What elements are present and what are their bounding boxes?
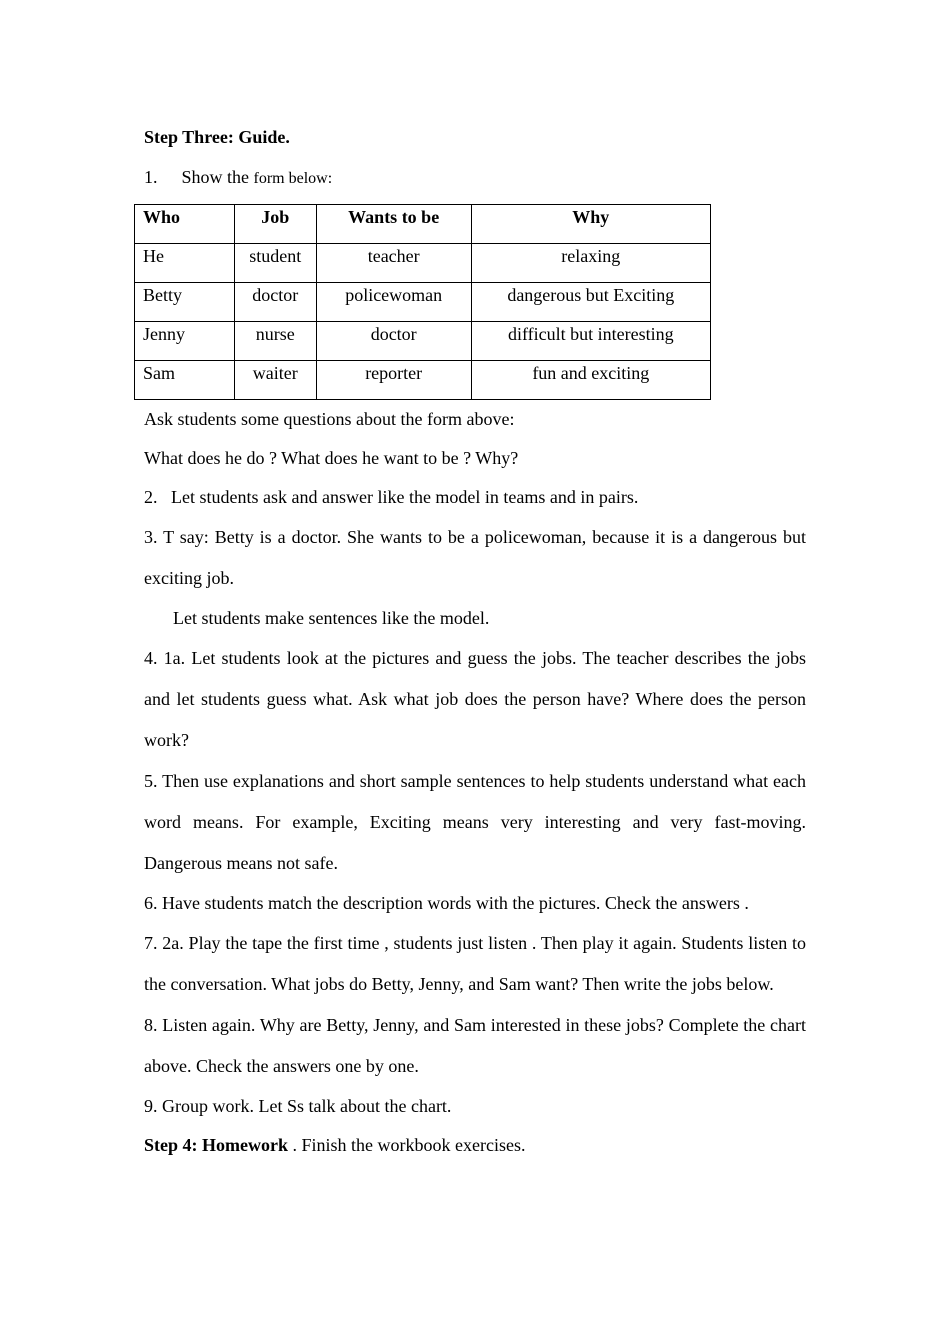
cell-wants-to-be: doctor bbox=[316, 322, 471, 361]
cell-who: Sam bbox=[135, 361, 235, 400]
cell-job: nurse bbox=[234, 322, 316, 361]
step-four-text: . Finish the workbook exercises. bbox=[287, 1135, 526, 1155]
item-1-number: 1. bbox=[144, 167, 158, 187]
cell-wants-to-be: policewoman bbox=[316, 283, 471, 322]
cell-wants-to-be: reporter bbox=[316, 361, 471, 400]
cell-job: doctor bbox=[234, 283, 316, 322]
step-four-line bbox=[144, 1126, 806, 1165]
cell-who: He bbox=[135, 244, 235, 283]
item-6: 6. Have students match the description words with the pictures. Check the answers . bbox=[144, 893, 749, 913]
item-8: 8. Listen again. Why are Betty, Jenny, and Sam interested in these jobs? Complete the chart above. Check the answers one by one. bbox=[144, 1015, 806, 1076]
jobs-table bbox=[134, 204, 711, 400]
header-who: Who bbox=[135, 205, 235, 244]
item-2: 2. Let students ask and answer like the model in teams and in pairs. bbox=[144, 487, 639, 507]
item-3: 3. T say: Betty is a doctor. She wants to be a policewoman, because it is a dangerous but exciting job. bbox=[144, 527, 806, 588]
cell-why: dangerous but Exciting bbox=[471, 283, 710, 322]
cell-job: waiter bbox=[234, 361, 316, 400]
header-wants-to-be: Wants to be bbox=[316, 205, 471, 244]
item-3-followup: Let students make sentences like the model. bbox=[173, 608, 490, 628]
table-header-row bbox=[135, 205, 711, 244]
document-page bbox=[144, 120, 806, 1165]
header-why: Why bbox=[471, 205, 710, 244]
table-row bbox=[135, 283, 711, 322]
item-1-small-text: form below: bbox=[253, 170, 333, 187]
item-7: 7. 2a. Play the tape the first time , students just listen . Then play it again. Students listen to the conversation. What jobs do Betty, Jenny, and Sam want? Then write the jobs below. bbox=[144, 933, 806, 994]
cell-wants-to-be: teacher bbox=[316, 244, 471, 283]
cell-why: fun and exciting bbox=[471, 361, 710, 400]
item-4: 4. 1a. Let students look at the pictures and guess the jobs. The teacher describes the jobs and let students guess what. Ask what job does the person have? Where does the person work? bbox=[144, 648, 806, 750]
item-9: 9. Group work. Let Ss talk about the chart. bbox=[144, 1096, 452, 1116]
cell-why: difficult but interesting bbox=[471, 322, 710, 361]
questions-line: What does he do ? What does he want to be ? Why? bbox=[144, 448, 519, 468]
table-row bbox=[135, 244, 711, 283]
step-three-heading: Step Three: Guide. bbox=[144, 127, 290, 147]
item-5: 5. Then use explanations and short sample sentences to help students understand what each word means. For example, Exciting means very interesting and very fast-moving. Dangerous means not safe. bbox=[144, 771, 806, 873]
item-1-text: Show the bbox=[181, 167, 249, 187]
cell-job: student bbox=[234, 244, 316, 283]
table-row bbox=[135, 361, 711, 400]
item-1 bbox=[144, 158, 806, 198]
cell-why: relaxing bbox=[471, 244, 710, 283]
cell-who: Jenny bbox=[135, 322, 235, 361]
cell-who: Betty bbox=[135, 283, 235, 322]
header-job: Job bbox=[234, 205, 316, 244]
table-row bbox=[135, 322, 711, 361]
step-four-heading: Step 4: Homework bbox=[144, 1135, 288, 1155]
ask-students-line: Ask students some questions about the form above: bbox=[144, 409, 515, 429]
